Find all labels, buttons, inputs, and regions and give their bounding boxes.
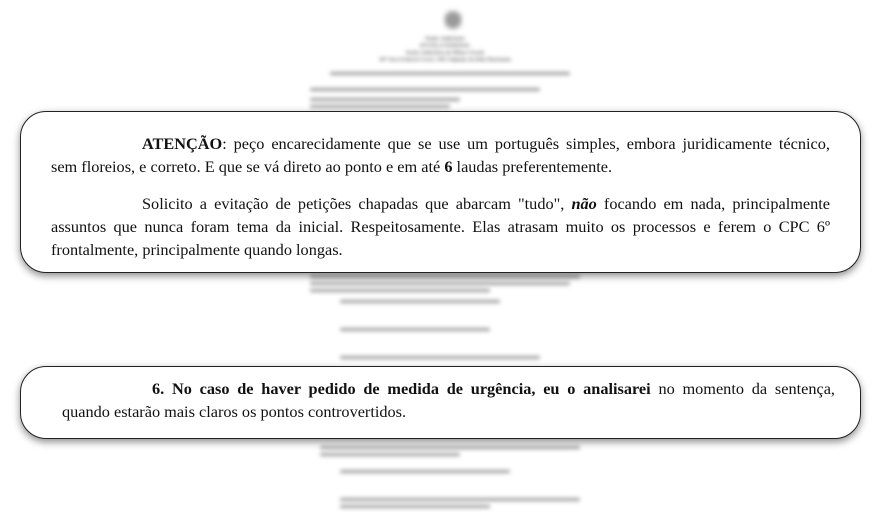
attention-label: ATENÇÃO xyxy=(142,134,223,153)
urgency-callout xyxy=(20,366,861,439)
attention-callout xyxy=(20,111,861,273)
attention-paragraph: ATENÇÃO: peço encarecidamente que se use um português simples, embora juridicamente técnico, sem floreios, e correto. E que se vá direto ao ponto e em até 6 laudas preferentemente. xyxy=(51,134,830,176)
document-header: Poder Judiciário JUSTIÇA FEDERAL Seção Judiciária de Minas Gerais 30ª Vara Federal Cível e JEF Adjunto de Belo Horizonte xyxy=(379,36,511,63)
coat-of-arms-icon xyxy=(444,10,462,32)
petition-paragraph: Solicito a evitação de petições chapadas que abarcam "tudo", não focando em nada, principalmente assuntos que nunca foram tema da inicial. Respeitosamente. Elas atrasam muito os processos e ferem o CPC 6º frontalmente, principalmente quando longas. xyxy=(51,194,831,259)
urgency-paragraph: 6. No caso de haver pedido de medida de urgência, eu o analisarei no momento da sentença, quando estarão mais claros os pontos controvertidos. xyxy=(62,379,835,421)
